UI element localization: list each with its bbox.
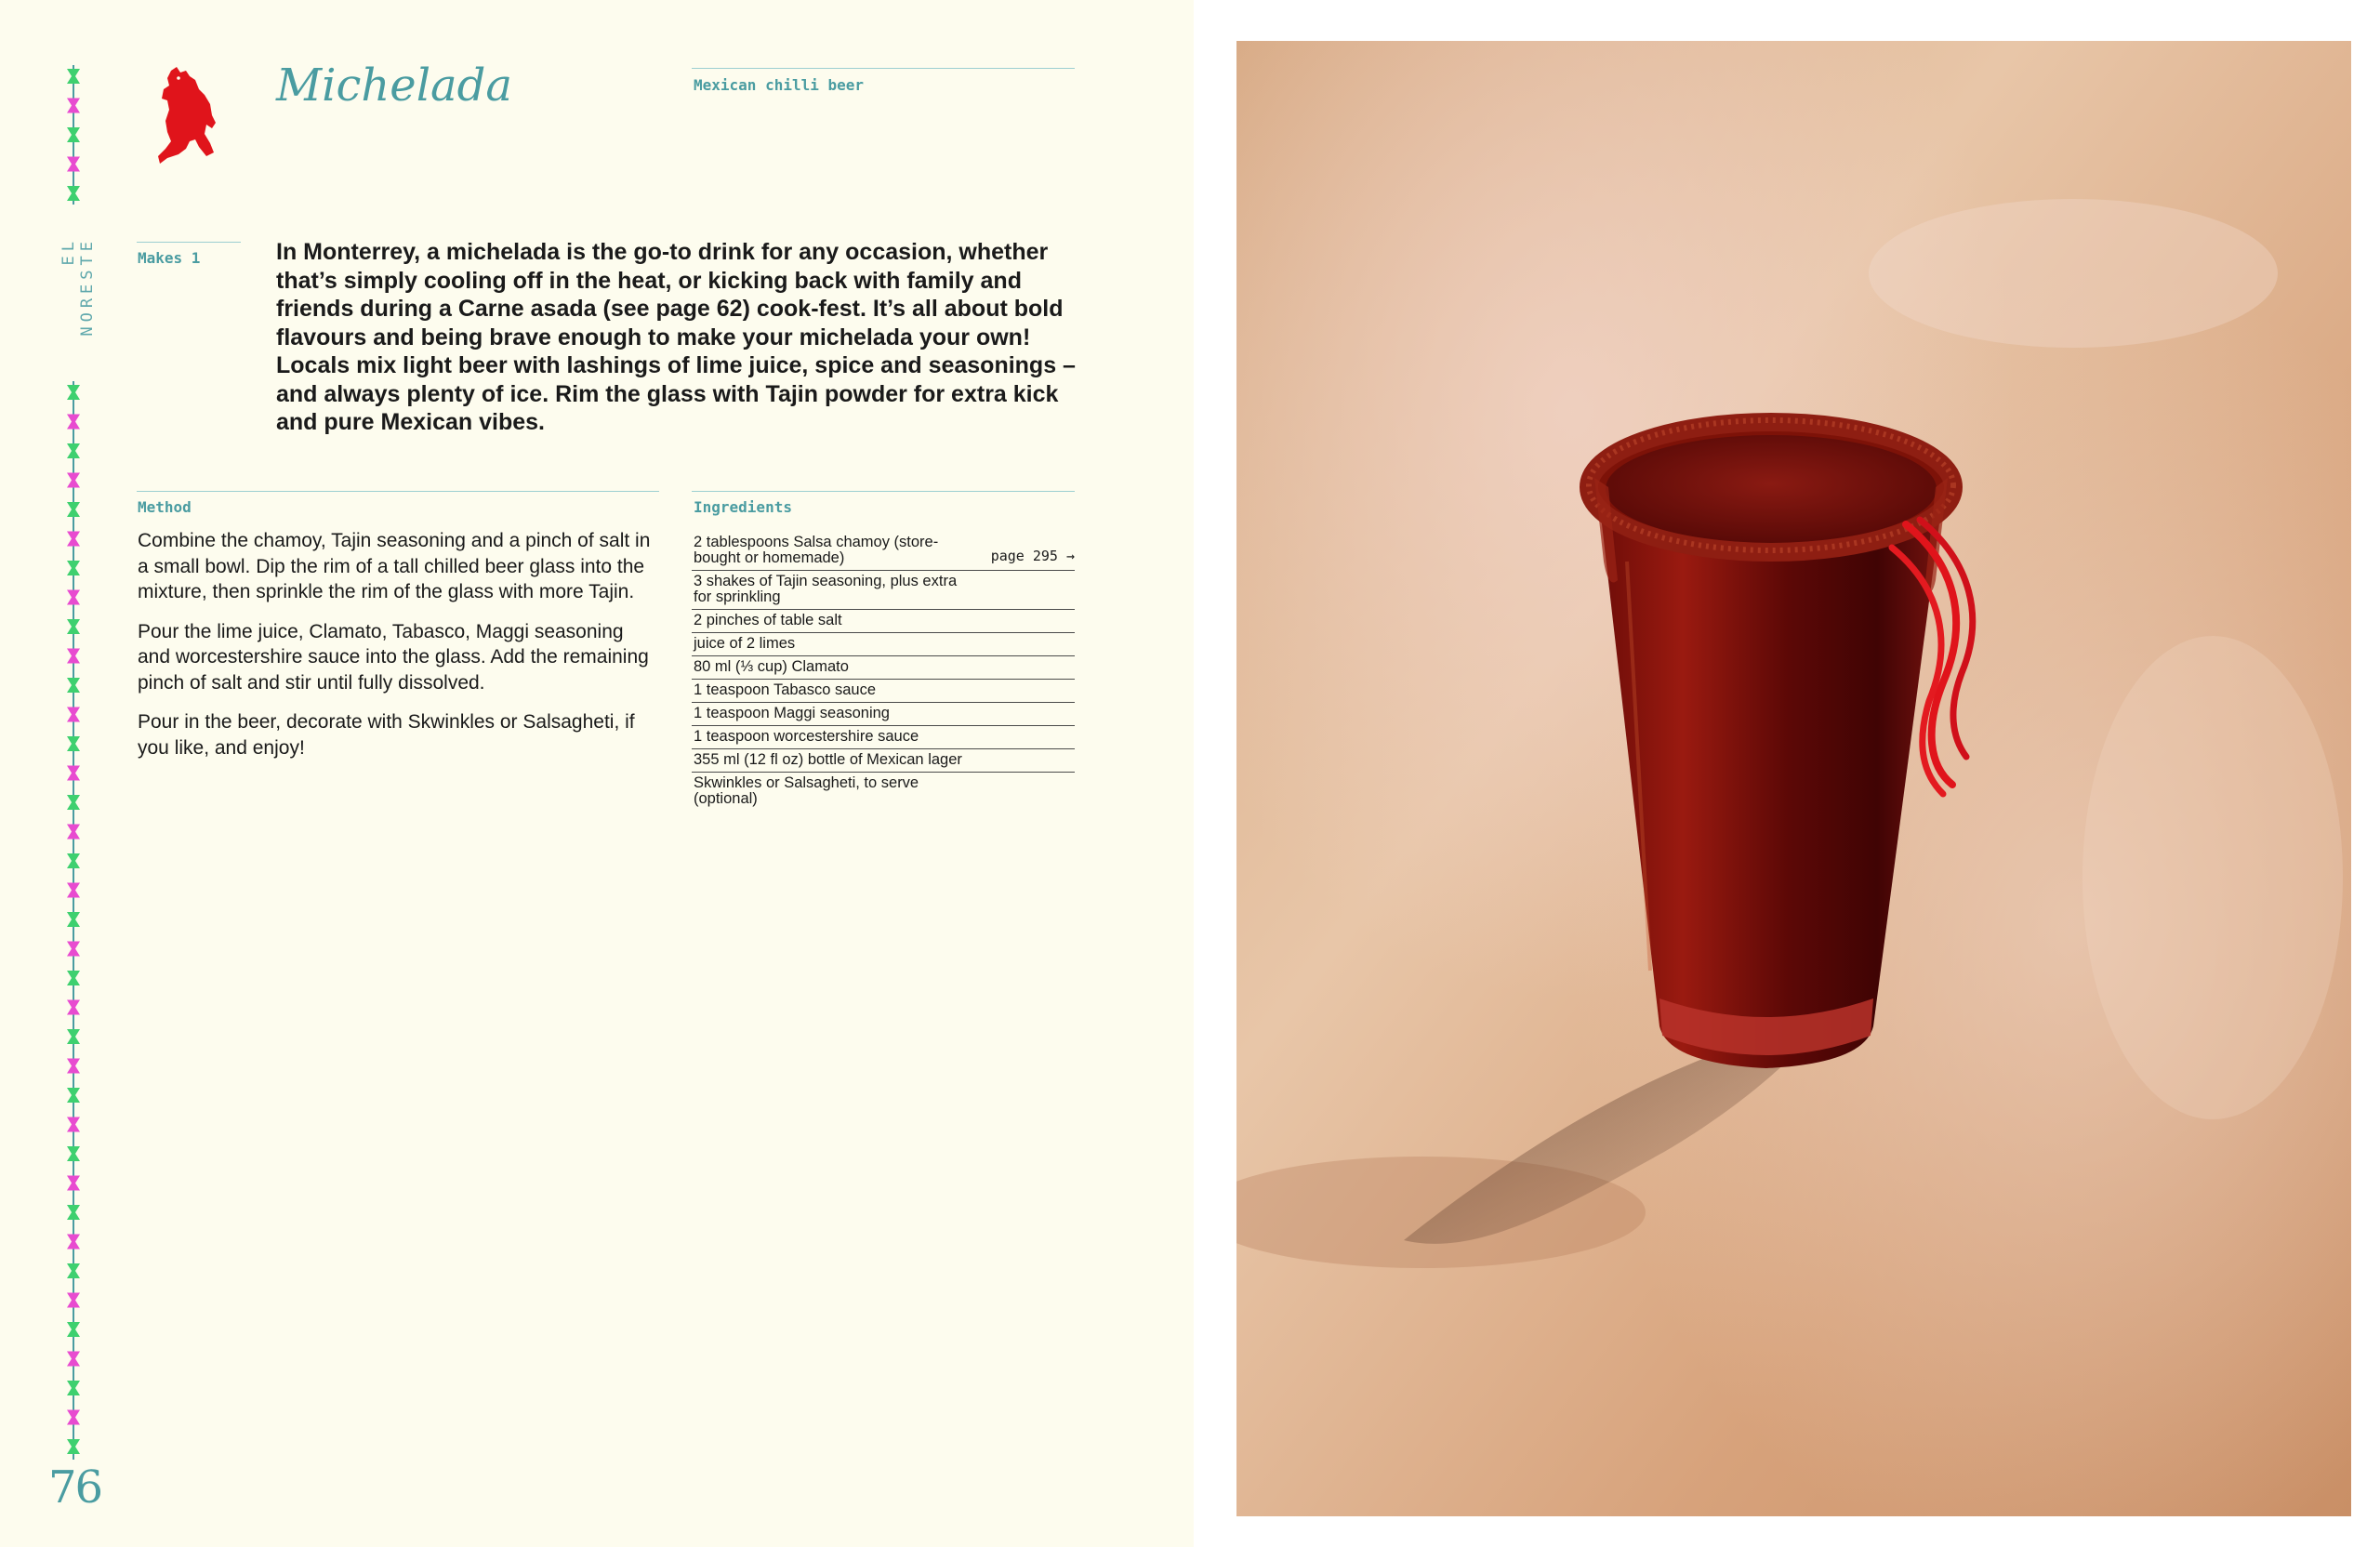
page-number: 76 (48, 1461, 102, 1514)
side-marker (67, 1176, 80, 1191)
side-marker (67, 678, 80, 693)
recipe-subtitle: Mexican chilli beer (694, 76, 865, 94)
side-marker (67, 853, 80, 868)
side-marker (67, 590, 80, 605)
side-marker (67, 883, 80, 898)
side-marker (67, 443, 80, 458)
side-marker (67, 415, 80, 430)
ingredient-text: 355 ml (12 fl oz) bottle of Mexican lager (694, 751, 962, 768)
ingredient-item (692, 571, 1075, 610)
side-marker (67, 127, 80, 142)
side-marker (67, 736, 80, 751)
ingredient-text: 1 teaspoon Maggi seasoning (694, 705, 890, 721)
side-marker (67, 561, 80, 575)
side-marker (67, 1322, 80, 1337)
side-marker (67, 1029, 80, 1044)
ingredient-text: 3 shakes of Tajin seasoning, plus extra for sprinkling (694, 573, 958, 605)
page-reference-link[interactable]: page 295 → (990, 548, 1075, 564)
divider (692, 68, 1075, 69)
side-marker (67, 186, 80, 201)
side-marker (67, 649, 80, 664)
side-marker (67, 1352, 80, 1367)
ingredient-item (692, 749, 1075, 773)
recipe-yield: Makes 1 (138, 249, 201, 267)
side-marker (67, 1205, 80, 1220)
side-marker (67, 473, 80, 488)
ingredient-text: 2 pinches of table salt (694, 612, 842, 628)
method-heading: Method (138, 498, 192, 516)
side-marker (67, 385, 80, 400)
ingredient-text: 2 tablespoons Salsa chamoy (store-bought or homemade) (694, 534, 939, 566)
michelada-glass-photo (1236, 41, 2351, 1516)
side-marker (67, 1000, 80, 1015)
ingredients-list (692, 532, 1075, 811)
side-marker (67, 1293, 80, 1308)
ingredient-item (692, 680, 1075, 703)
side-marker (67, 1235, 80, 1250)
ingredient-item (692, 633, 1075, 656)
side-marker (67, 707, 80, 722)
divider (137, 491, 659, 492)
side-marker (67, 1088, 80, 1103)
ingredient-text: 1 teaspoon Tabasco sauce (694, 681, 877, 698)
side-marker (67, 99, 80, 113)
ingredients-heading: Ingredients (694, 498, 792, 516)
side-marker (67, 619, 80, 634)
side-marker (67, 1146, 80, 1161)
side-marker (67, 912, 80, 927)
ingredient-item (692, 610, 1075, 633)
side-marker (67, 1059, 80, 1074)
ingredient-item (692, 703, 1075, 726)
side-marker (67, 1263, 80, 1278)
side-marker (67, 532, 80, 547)
side-marker (67, 942, 80, 957)
side-marker (67, 69, 80, 84)
side-marker (67, 825, 80, 840)
method-step: Combine the chamoy, Tajin seasoning and a pinch of salt in a small bowl. Dip the rim of a tall chilled beer glass into the mixture, then sprinkle the rim of the glass with more Tajin. (138, 530, 651, 602)
side-marker (67, 157, 80, 172)
side-marker (67, 1117, 80, 1132)
side-marker (67, 1381, 80, 1395)
ingredient-text: Skwinkles or Salsagheti, to serve (optional) (694, 774, 919, 807)
side-marker (67, 1410, 80, 1425)
ingredient-text: 1 teaspoon worcestershire sauce (694, 728, 919, 745)
side-marker (67, 971, 80, 985)
ingredient-item (692, 726, 1075, 749)
method-step: Pour in the beer, decorate with Skwinkles or Salsagheti, if you like, and enjoy! (138, 711, 635, 759)
divider (692, 491, 1075, 492)
side-marker (67, 1439, 80, 1454)
ingredient-item (692, 532, 1075, 571)
bear-icon (158, 67, 219, 167)
ingredient-item (692, 656, 1075, 680)
divider (137, 242, 241, 243)
recipe-title: Michelada (276, 60, 513, 112)
method-steps (138, 528, 658, 774)
method-step: Pour the lime juice, Clamato, Tabasco, Maggi seasoning and worcestershire sauce into the glass. Add the remaining pinch of salt and stir until fully dissolved. (138, 620, 649, 694)
ingredient-text: 80 ml (⅓ cup) Clamato (694, 658, 849, 675)
side-marker (67, 502, 80, 517)
recipe-intro: In Monterrey, a michelada is the go-to drink for any occasion, whether that’s simply cooling off in the heat, or kicking back with family and friends during a Carne asada (see page 62) cook-fest. It’s all about bold flavours and being brave enough to make your michelada your own! Locals mix light beer with lashings of lime juice, spice and seasonings – and always plenty of ice. Rim the glass with Tajin powder for extra kick and pure Mexican vibes. (276, 239, 1076, 435)
ingredient-item (692, 773, 1075, 811)
ingredient-text: juice of 2 limes (694, 635, 796, 652)
side-marker (67, 795, 80, 810)
section-label: EL NORESTE (60, 237, 97, 337)
side-marker (67, 766, 80, 781)
